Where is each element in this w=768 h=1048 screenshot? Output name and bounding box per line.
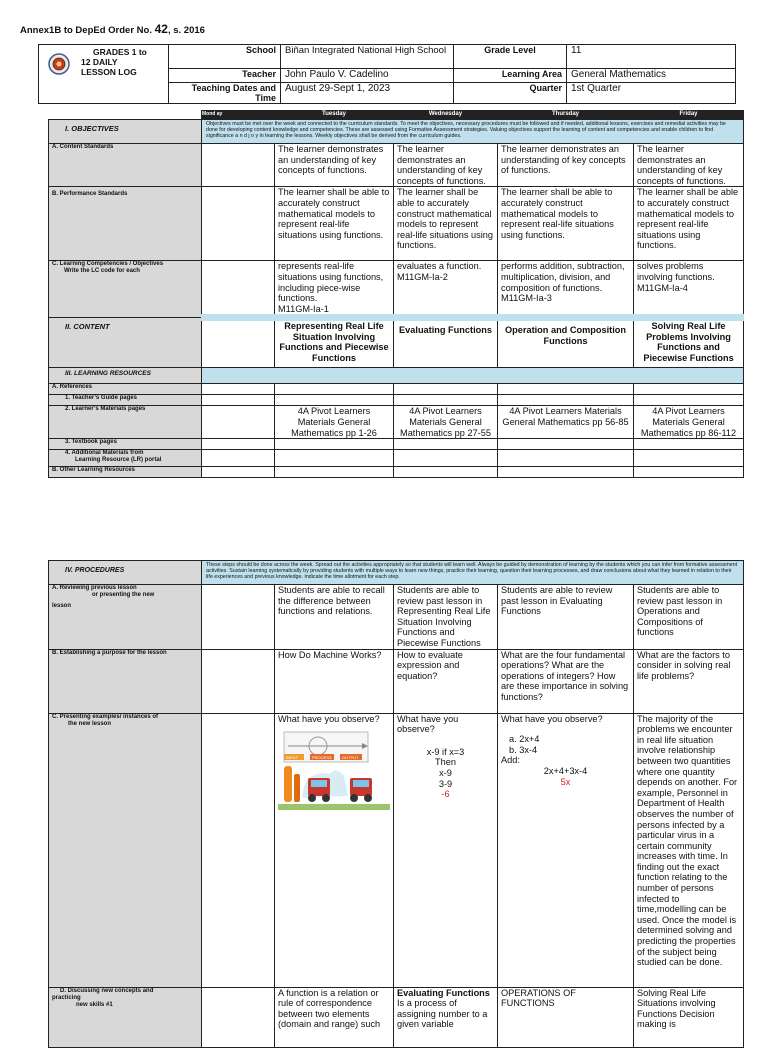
ps-tue: The learner shall be able to accurately construct mathematical models to represent real-life situations using functions. [275, 187, 394, 261]
proc-c-label: C. Presenting examples/ instances of the new lesson [49, 713, 202, 987]
lm-fri: 4A Pivot Learners Materials General Mathematics pp 86-112 [634, 406, 744, 439]
grade-value: 11 [567, 45, 736, 69]
grade-label: Grade Level [454, 45, 567, 69]
content-wed: Evaluating Functions [394, 318, 498, 368]
day-tuesday: Tuesday [275, 111, 394, 120]
other-resources-label: B. Other Learning Resources [49, 467, 202, 478]
diagram-process: PROCESS [312, 755, 332, 761]
day-friday: Friday [634, 111, 744, 120]
area-label: Learning Area [454, 69, 567, 83]
lc-tue: represents real-life situations using functions, including piece-wise functions. M11GM-Ia-1 [275, 261, 394, 318]
proc-d-thu: OPERATIONS OF FUNCTIONS [498, 987, 634, 1047]
lm-thu: 4A Pivot Learners Materials General Mathematics pp 56-85 [498, 406, 634, 439]
lc-thu: performs addition, subtraction, multiplication, division, and composition of functions. M11GM-Ia-3 [498, 261, 634, 318]
cs-thu: The learner demonstrates an understanding of key concepts of functions. [498, 144, 634, 187]
procedures-label: IV. PROCEDURES [49, 561, 202, 585]
teacher-value: John Paulo V. Cadelino [281, 69, 454, 83]
proc-a-fri: Students are able to review past lesson in Operations and Compositions of functions [634, 585, 744, 650]
school-value: Biñan Integrated National High School [281, 45, 454, 69]
procedures-note: These steps should be done across the week. Spread out the activities appropriately so that students will learn well. Always be guided by demonstration of learning by the students which you can infer from formative assessment activities. Sustain learning systematically by providing students with multiple ways to learn new things, practice their learning, question their learning processes, and draw conclusions about what they learned in relation to their life experiences and previous knowledge. Indicate the time allotment for each step. [202, 561, 744, 585]
proc-a-label: A. Reviewing previous lesson or presenting the new lesson [49, 585, 202, 650]
function-machine-illustration [278, 726, 390, 822]
wed-result: -6 [441, 789, 450, 800]
area-value: General Mathematics [567, 69, 736, 83]
diagram-output: OUTPUT [342, 755, 359, 761]
lc-fri: solves problems involving functions. M11GM-Ia-4 [634, 261, 744, 318]
day-header-row [49, 111, 744, 120]
proc-d-fri: Solving Real Life Situations involving Functions Decision making is [634, 987, 744, 1047]
thu-result: 5x [560, 776, 571, 787]
header-table [38, 44, 736, 104]
tb-label: 3. Textbook pages [49, 439, 202, 450]
logo-title-cell [39, 45, 169, 104]
proc-d-label: D. Discussing new concepts and practicing new skills #1 [49, 987, 202, 1047]
competencies-label: C. Learning Competencies / Objectives Write the LC code for each [49, 261, 202, 318]
quarter-label: Quarter [454, 83, 567, 104]
proc-c-wed: What have you observe? x-9 if x=3 Then x-9 3-9 -6 [394, 713, 498, 987]
objectives-label: I. OBJECTIVES [49, 120, 202, 144]
dates-label: Teaching Dates and Time [169, 83, 281, 104]
references-label: A. References [49, 384, 202, 395]
quarter-value: 1st Quarter [567, 83, 736, 104]
resources-label: III. LEARNING RESOURCES [49, 368, 202, 384]
proc-b-thu: What are the four fundamental operations? What are the operations of integers? How are these importance in solving functions? [498, 649, 634, 713]
day-monday: Mond ay [202, 111, 275, 120]
content-fri: Solving Real Life Problems Involving Functions and Piecewise Functions [634, 318, 744, 368]
school-label: School [169, 45, 281, 69]
tg-label: 1. Teacher’s Guide pages [49, 395, 202, 406]
annex-title: Annex1B to DepEd Order No. 42, s. 2016 [20, 22, 205, 36]
log-title: GRADES 1 to 12 DAILY LESSON LOG [81, 47, 147, 77]
proc-b-wed: How to evaluate expression and equation? [394, 649, 498, 713]
cs-wed: The learner demonstrates an understanding of key concepts of functions. [394, 144, 498, 187]
teacher-label: Teacher [169, 69, 281, 83]
proc-c-fri: The majority of the problems we encounter in real life situation involve relationship between two quantities where one quantity depends on another. For example, Personnel in Department of Health observes the number of persons infected by a particular virus in a certain community increases with time. In finding out the exact function relating to the number of persons infected to time,modelling can be used. Once the model is determined solving and predicting the properties of the subject being studied can be done. [634, 713, 744, 987]
content-thu: Operation and Composition Functions [498, 318, 634, 368]
performance-standards-label: B. Performance Standards [49, 187, 202, 261]
proc-b-tue: How Do Machine Works? [275, 649, 394, 713]
lm-wed: 4A Pivot Learners Materials General Mathematics pp 27-55 [394, 406, 498, 439]
cs-tue: The learner demonstrates an understanding of key concepts of functions. [275, 144, 394, 187]
lm-tue: 4A Pivot Learners Materials General Mathematics pp 1-26 [275, 406, 394, 439]
procedures-table [48, 560, 744, 1048]
content-tue: Representing Real Life Situation Involving Functions and Piecewise Functions [275, 318, 394, 368]
proc-d-wed: Evaluating Functions Is a process of assigning number to a given variable [394, 987, 498, 1047]
ps-thu: The learner shall be able to accurately construct mathematical models to represent real-life situations using functions. [498, 187, 634, 261]
proc-c-thu: What have you observe? a. 2x+4 b. 3x-4 Add: 2x+4+3x-4 5x [498, 713, 634, 987]
proc-a-tue: Students are able to recall the difference between functions and relations. [275, 585, 394, 650]
proc-b-fri: What are the factors to consider in solving real life problems? [634, 649, 744, 713]
day-thursday: Thursday [498, 111, 634, 120]
proc-a-wed: Students are able to review past lesson in Representing Real Life Situation Involving Functions and Piecewise Functions [394, 585, 498, 650]
ps-wed: The learner shall be able to accurately construct mathematical models to represent real-life situations using functions. [394, 187, 498, 261]
deped-seal-icon [48, 53, 70, 75]
proc-c-tue: What have you observe? INPUT PROCESS OUTPUT [275, 713, 394, 987]
objectives-table [48, 110, 744, 478]
content-standards-label: A. Content Standards [49, 144, 202, 187]
lc-wed: evaluates a function. M11GM-Ia-2 [394, 261, 498, 318]
day-wednesday: Wednesday [394, 111, 498, 120]
lm-label: 2. Learner’s Materials pages [49, 406, 202, 439]
additional-label: 4. Additional Materials from Learning Resource (LR) portal [49, 450, 202, 467]
objectives-note: Objectives must be met over the week and connected to the curriculum standards. To meet the objectives, necessary procedures must be followed and if needed, additional lessons, exercises and remedial activities may be done for developing content knowledge and competencies. These are assessed using Formative Assessment strategies. Valuing objectives support the learning of content and competencies and enable children to find significance a n d j o y in learning the lessons. Weekly objectives shall be derived from the curriculum guides. [202, 120, 744, 144]
cs-fri: The learner demonstrates an understanding of key concepts of functions. [634, 144, 744, 187]
content-label: II. CONTENT [49, 318, 202, 368]
proc-b-label: B. Establishing a purpose for the lesson [49, 649, 202, 713]
diagram-input: INPUT [286, 755, 298, 761]
ps-fri: The learner shall be able to accurately construct mathematical models to represent real-life situations using functions. [634, 187, 744, 261]
proc-d-tue: A function is a relation or rule of correspondence between two elements (domain and range) such [275, 987, 394, 1047]
proc-a-thu: Students are able to review past lesson in Evaluating Functions [498, 585, 634, 650]
dates-value: August 29-Sept 1, 2023 [281, 83, 454, 104]
